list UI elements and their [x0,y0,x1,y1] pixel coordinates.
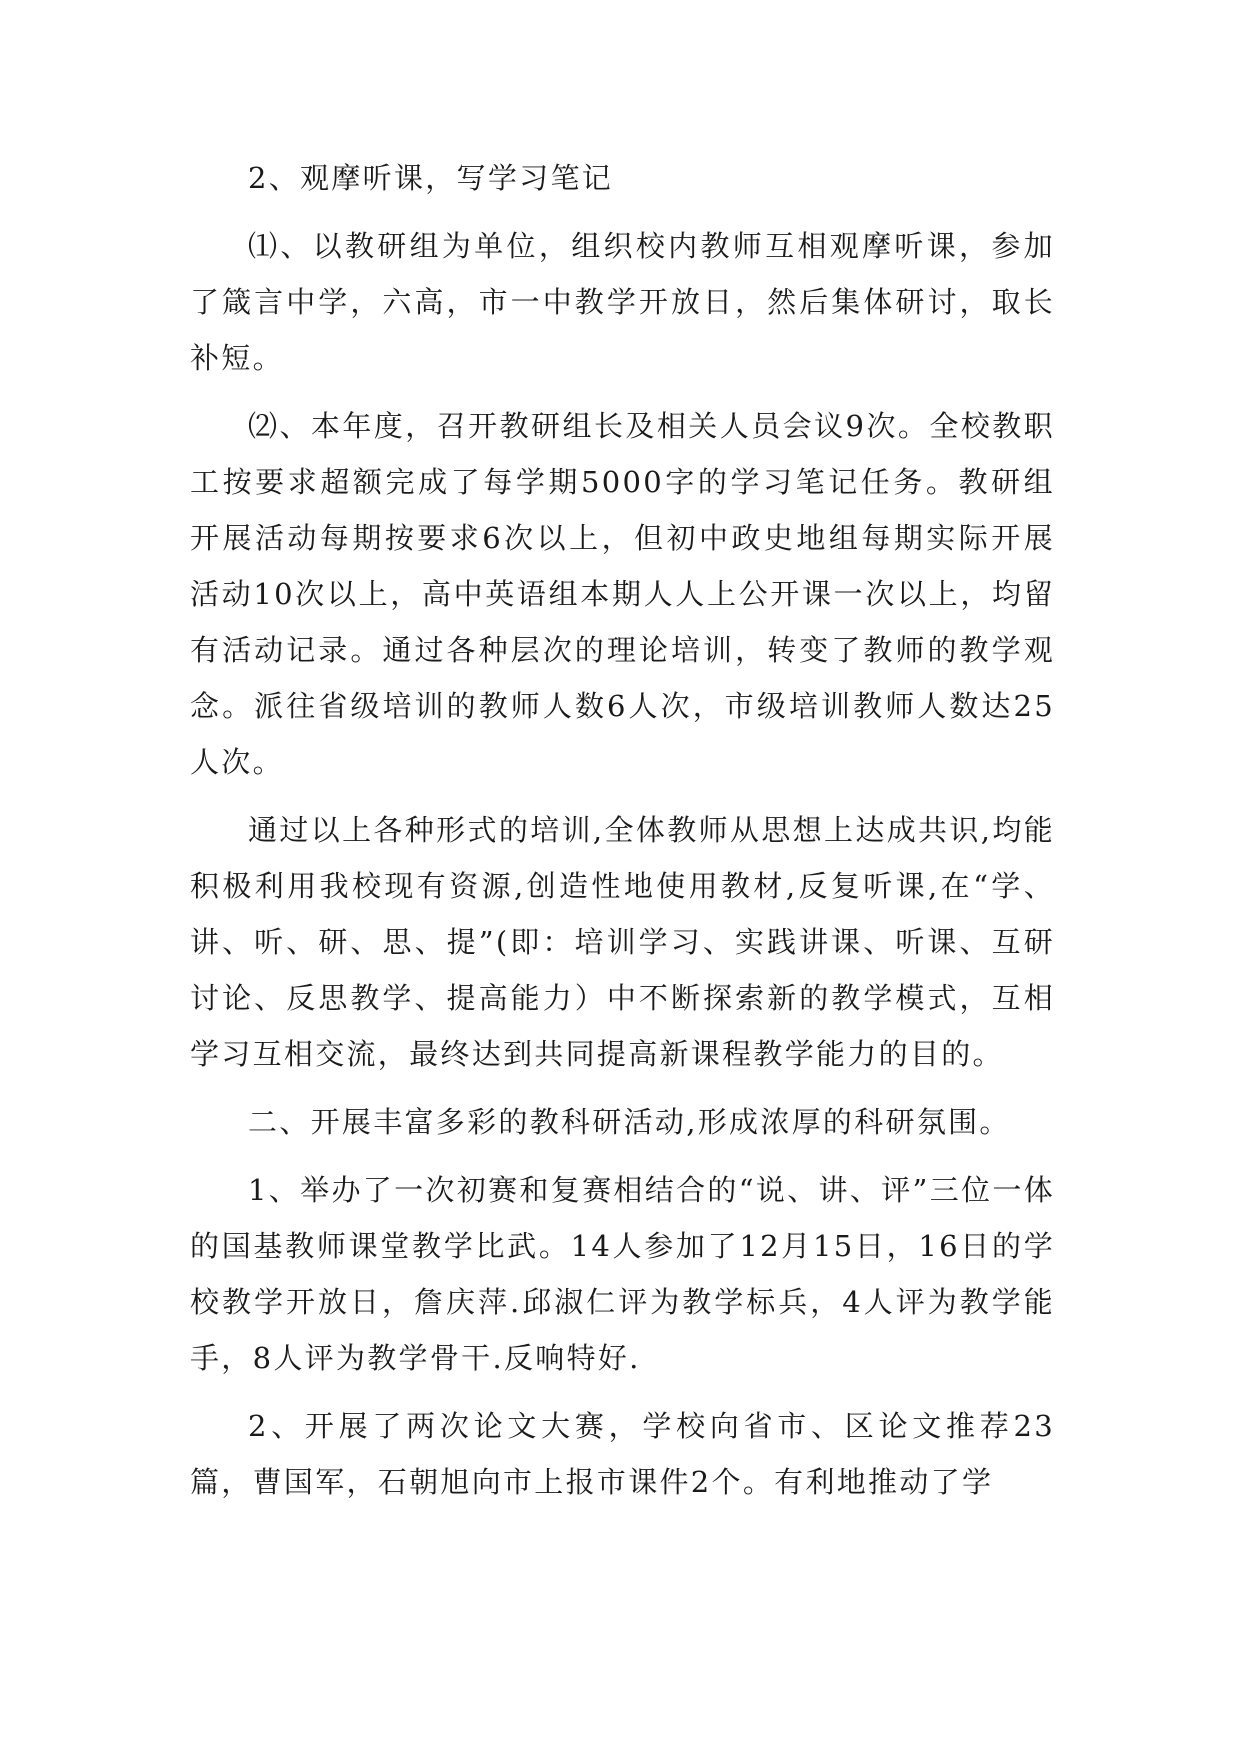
paragraph-section-two-heading: 二、开展丰富多彩的教科研活动,形成浓厚的科研氛围。 [248,1105,1011,1139]
paragraph-item-2: ⑵、本年度，召开教研组长及相关人员会议9次。全校教职工按要求超额完成了每学期5000字的学习笔记任务。教研组开展活动每期按要求6次以上，但初中政史地组每期实际开展活动10次以上，高中英语组本期人人上公开课一次以上，均留有活动记录。通过各种层次的理论培训，转变了教师的教学观念。派往省级培训的教师人数6人次，市级培训教师人数达25人次。 [190,409,1055,779]
document-body [190,150,1055,1522]
paragraph-heading-observe-lessons: 2、观摩听课，写学习笔记 [248,161,614,195]
paragraph-training-summary: 通过以上各种形式的培训,全体教师从思想上达成共识,均能积极利用我校现有资源,创造性地使用教材,反复听课,在“学、讲、听、研、思、提”(即：培训学习、实践讲课、听课、互研讨论、反思教学、提高能力）中不断探索新的教学模式，互相学习互相交流，最终达到共同提高新课程教学能力的目的。 [190,813,1055,1071]
paragraph-teaching-contest: 1、举办了一次初赛和复赛相结合的“说、讲、评”三位一体的国基教师课堂教学比武。14人参加了12月15日，16日的学校教学开放日，詹庆萍.邱淑仁评为教学标兵，4人评为教学能手，8人评为教学骨干.反响特好. [190,1173,1055,1375]
paragraph-paper-contest: 2、开展了两次论文大赛，学校向省市、区论文推荐23篇，曹国军，石朝旭向市上报市课件2个。有利地推动了学 [190,1409,1055,1499]
paragraph-item-1: ⑴、以教研组为单位，组织校内教师互相观摩听课，参加了箴言中学，六高，市一中教学开放日，然后集体研讨，取长补短。 [190,229,1055,375]
